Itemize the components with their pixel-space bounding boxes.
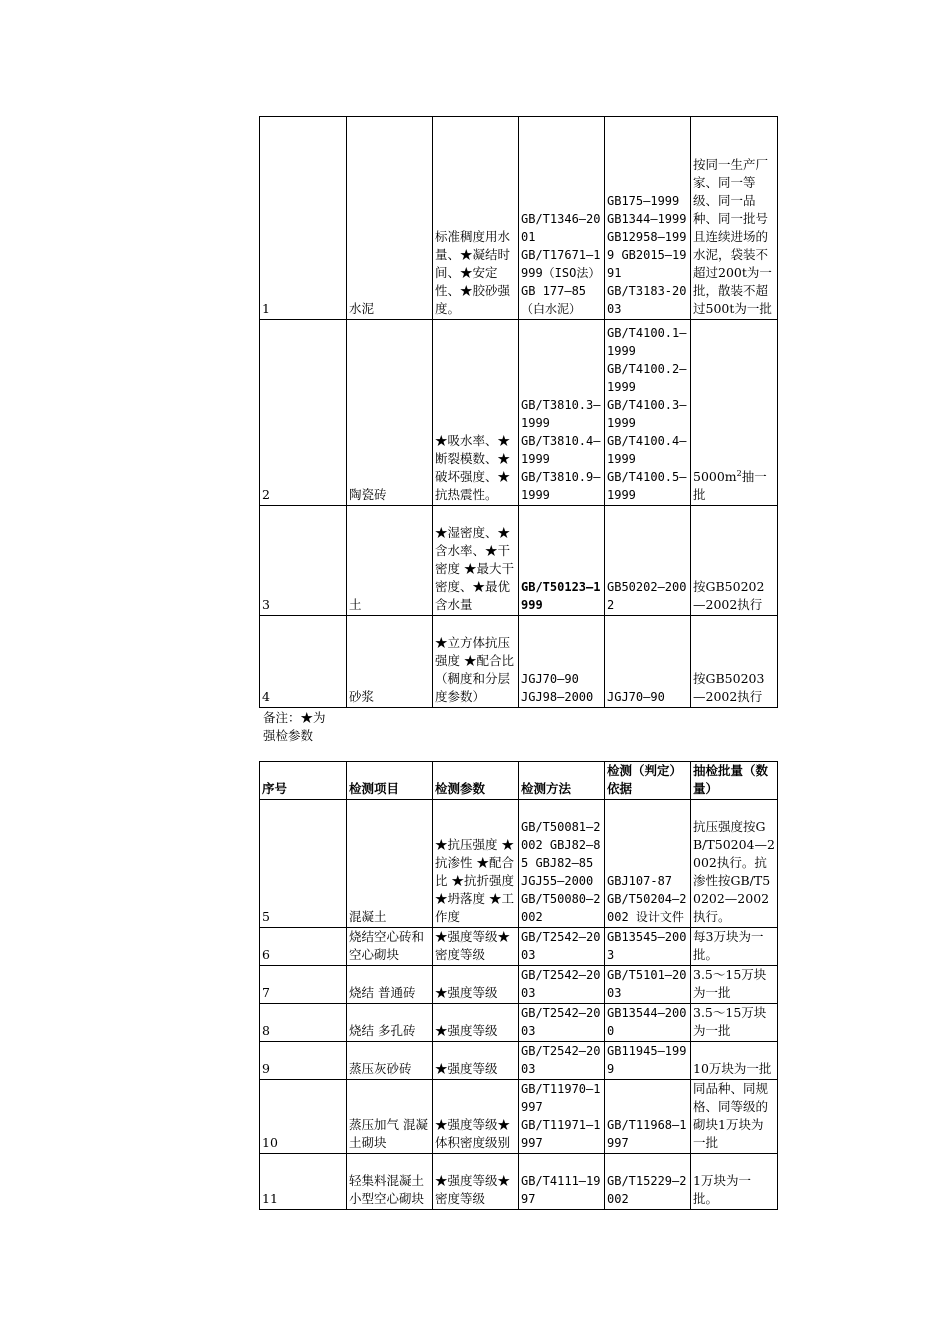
cell-method: GB/T2542—2003 — [519, 966, 605, 1004]
table-row — [260, 966, 778, 1004]
cell-item: 水泥 — [347, 117, 433, 320]
cell-method: GB/T4111—1997 — [519, 1154, 605, 1210]
cell-basis: GB13544—2000 — [605, 1004, 691, 1042]
header-param: 检测参数 — [433, 762, 519, 800]
footnote-note: 备注：★为 强检参数 — [263, 710, 326, 743]
cell-no: 9 — [260, 1042, 347, 1080]
cell-param: 标准稠度用水量、★凝结时间、★安定性、★胶砂强度。 — [433, 117, 519, 320]
table-row — [260, 117, 778, 320]
cell-basis: GB/T5101—2003 — [605, 966, 691, 1004]
batch-superscript: 2 — [736, 468, 742, 478]
cell-basis: GBJ107-87 GB/T50204—2002 设计文件 — [605, 800, 691, 928]
cell-basis: GB/T4100.1—1999 GB/T4100.2—1999 GB/T4100.3—1999 GB/T4100.4—1999 GB/T4100.5—1999 — [605, 320, 691, 506]
cell-item: 土 — [347, 506, 433, 616]
cell-batch: 抗压强度按GB/T50204—2002执行。抗渗性按GB/T50202—2002执行。 — [691, 800, 778, 928]
cell-batch — [691, 320, 778, 506]
table-row — [260, 928, 778, 966]
cell-no: 7 — [260, 966, 347, 1004]
cell-item: 烧结空心砖和空心砌块 — [347, 928, 433, 966]
cell-batch: 3.5～15万块为一批 — [691, 966, 778, 1004]
cell-param: ★强度等级 — [433, 966, 519, 1004]
cell-param: ★抗压强度 ★抗渗性 ★配合比 ★抗折强度 ★坍落度 ★工作度 — [433, 800, 519, 928]
cell-method: GB/T50081—2002 GBJ82—85 GBJ82—85 JGJ55—2000 GB/T50080—2002 — [519, 800, 605, 928]
cell-method: GB/T11970—1997 GB/T11971—1997 — [519, 1080, 605, 1154]
cell-no: 8 — [260, 1004, 347, 1042]
materials-table-2 — [259, 761, 778, 1210]
cell-param: ★强度等级★体积密度级别 — [433, 1080, 519, 1154]
cell-item: 蒸压灰砂砖 — [347, 1042, 433, 1080]
materials-table-1 — [259, 116, 778, 708]
cell-item: 混凝土 — [347, 800, 433, 928]
cell-no: 2 — [260, 320, 347, 506]
table-row — [260, 1080, 778, 1154]
cell-no: 4 — [260, 616, 347, 708]
batch-text-b: 抽一批 — [693, 469, 767, 502]
cell-no: 3 — [260, 506, 347, 616]
cell-batch: 每3万块为一批。 — [691, 928, 778, 966]
table-row — [260, 320, 778, 506]
cell-method: GB/T2542—2003 — [519, 1004, 605, 1042]
cell-item: 砂浆 — [347, 616, 433, 708]
header-batch: 抽检批量（数量） — [691, 762, 778, 800]
cell-item: 蒸压加气 混凝土砌块 — [347, 1080, 433, 1154]
cell-basis: GB175—1999 GB1344—1999 GB12958—1999 GB2015—1991 GB/T3183-2003 — [605, 117, 691, 320]
cell-basis: GB11945—1999 — [605, 1042, 691, 1080]
batch-text-a: 5000m — [693, 469, 737, 484]
cell-method: GB/T2542—2003 — [519, 928, 605, 966]
cell-no: 1 — [260, 117, 347, 320]
header-item: 检测项目 — [347, 762, 433, 800]
table-row — [260, 506, 778, 616]
table-row — [260, 1042, 778, 1080]
table-row — [260, 1154, 778, 1210]
cell-method: GB/T3810.3—1999 GB/T3810.4—1999 GB/T3810.9—1999 — [519, 320, 605, 506]
table-row — [260, 1004, 778, 1042]
cell-param: ★强度等级 — [433, 1004, 519, 1042]
cell-basis: GB13545—2003 — [605, 928, 691, 966]
cell-batch: 按GB50202—2002执行 — [691, 506, 778, 616]
cell-method: GB/T2542—2003 — [519, 1042, 605, 1080]
cell-batch: 3.5～15万块为一批 — [691, 1004, 778, 1042]
cell-param: ★湿密度、★含水率、★干密度 ★最大干密度、★最优含水量 — [433, 506, 519, 616]
header-no: 序号 — [260, 762, 347, 800]
cell-param: ★强度等级★密度等级 — [433, 928, 519, 966]
cell-item: 烧结 普通砖 — [347, 966, 433, 1004]
cell-param: ★强度等级 — [433, 1042, 519, 1080]
cell-no: 10 — [260, 1080, 347, 1154]
cell-no: 6 — [260, 928, 347, 966]
cell-basis: JGJ70—90 — [605, 616, 691, 708]
table-header-row — [260, 762, 778, 800]
cell-item: 轻集料混凝土小型空心砌块 — [347, 1154, 433, 1210]
cell-param: ★立方体抗压强度 ★配合比（稠度和分层度参数） — [433, 616, 519, 708]
cell-method: GB/T50123—1999 — [519, 506, 605, 616]
cell-basis: GB/T15229—2002 — [605, 1154, 691, 1210]
cell-basis: GB/T11968—1997 — [605, 1080, 691, 1154]
cell-batch: 按同一生产厂家、同一等级、同一品种、同一批号且连续进场的水泥，袋装不超过200t为一批，散装不超过500t为一批 — [691, 117, 778, 320]
cell-batch: 按GB50203—2002执行 — [691, 616, 778, 708]
cell-no: 5 — [260, 800, 347, 928]
cell-batch: 同品种、同规格、同等级的砌块1万块为一批 — [691, 1080, 778, 1154]
table-row — [260, 616, 778, 708]
table-row — [260, 800, 778, 928]
cell-param: ★强度等级★密度等级 — [433, 1154, 519, 1210]
cell-item: 烧结 多孔砖 — [347, 1004, 433, 1042]
cell-no: 11 — [260, 1154, 347, 1210]
header-basis: 检测（判定）依据 — [605, 762, 691, 800]
cell-method: JGJ70—90 JGJ98—2000 — [519, 616, 605, 708]
cell-item: 陶瓷砖 — [347, 320, 433, 506]
cell-batch: 10万块为一批 — [691, 1042, 778, 1080]
cell-basis: GB50202—2002 — [605, 506, 691, 616]
cell-param: ★吸水率、★断裂模数、★破坏强度、★抗热震性。 — [433, 320, 519, 506]
cell-batch: 1万块为一批。 — [691, 1154, 778, 1210]
cell-method: GB/T1346—2001 GB/T17671—1999（ISO法） GB 177—85（白水泥） — [519, 117, 605, 320]
header-method: 检测方法 — [519, 762, 605, 800]
